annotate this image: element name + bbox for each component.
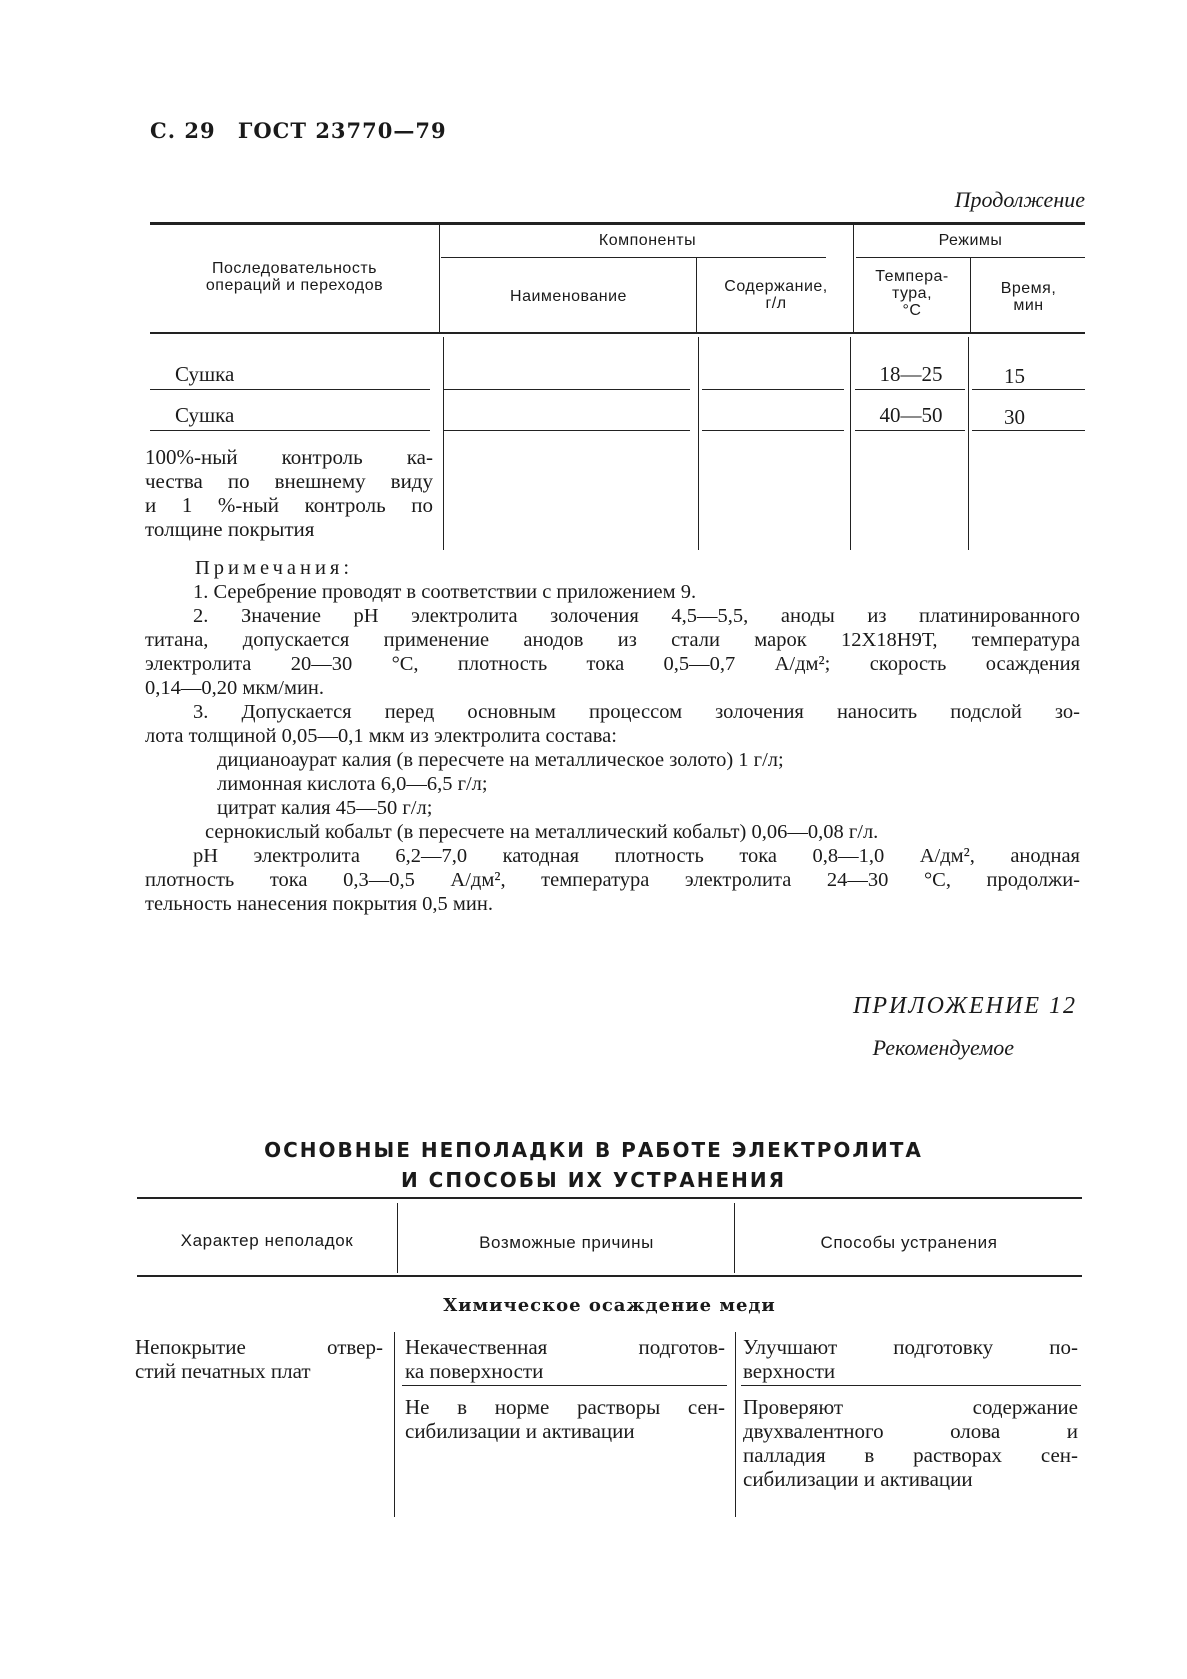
table-top-rule — [150, 222, 1085, 225]
row-rule — [444, 430, 690, 431]
notes — [145, 556, 1080, 916]
row-operation: Сушка — [175, 403, 235, 427]
header-remedies: Способы устранения — [820, 1233, 998, 1252]
row-time: 15 — [1004, 364, 1025, 388]
cause-cell — [405, 1395, 725, 1443]
note-3-tail — [145, 844, 1080, 916]
text-line: и 1 %-ный контроль по — [145, 493, 433, 517]
row-rule — [855, 430, 965, 431]
text-line: Непокрытие отвер- — [135, 1335, 383, 1359]
header-causes: Возможные причины — [479, 1233, 654, 1252]
row-rule — [150, 430, 430, 431]
composition-line: сернокислый кобальт (в пересчете на металлический кобальт) 0,06—0,08 г/л. — [205, 821, 879, 843]
appendix-subtitle: Рекомендуемое — [872, 1035, 1014, 1060]
operations-table — [145, 220, 1085, 550]
text-line: 0,14—0,20 мкм/мин. — [145, 677, 325, 699]
note-2 — [145, 604, 1080, 700]
header-divider — [970, 258, 971, 332]
text-line: палладия в растворах сен- — [743, 1443, 1078, 1467]
troubleshooting-table — [137, 1197, 1082, 1517]
table-top-rule — [137, 1197, 1082, 1199]
text-line: верхности — [743, 1359, 836, 1383]
header-components: Компоненты — [598, 232, 697, 249]
appendix-title: ПРИЛОЖЕНИЕ 12 — [853, 993, 1077, 1019]
text-line: толщине покрытия — [145, 517, 315, 541]
row-operation-control — [145, 445, 433, 541]
text-line: 100%-ный контроль ка- — [145, 445, 433, 469]
title-line: ОСНОВНЫЕ НЕПОЛАДКИ В РАБОТЕ ЭЛЕКТРОЛИТА — [264, 1138, 923, 1162]
header-temperature — [854, 268, 970, 319]
row-rule — [855, 389, 965, 390]
remedy-cell — [743, 1395, 1078, 1491]
row-rule — [741, 1385, 1081, 1386]
header-line: мин — [1013, 297, 1044, 314]
text-line: плотность тока 0,3—0,5 А/дм², температура электролита 24—30 °С, продолжи- — [145, 869, 1080, 891]
composition-line: дицианоаурат калия (в пересчете на металлическое золото) 1 г/л; — [217, 749, 784, 771]
text-line: электролита 20—30 °С, плотность тока 0,5—0,7 А/дм²; скорость осаждения — [145, 653, 1080, 675]
text-line: Не в норме растворы сен- — [405, 1395, 725, 1419]
components-rule — [441, 257, 826, 258]
header-content — [698, 278, 854, 312]
page-header — [150, 118, 461, 143]
row-rule — [972, 389, 1085, 390]
row-time: 30 — [1004, 405, 1025, 429]
header-divider — [397, 1203, 398, 1273]
header-modes: Режимы — [938, 232, 1003, 249]
title-line: И СПОСОБЫ ИХ УСТРАНЕНИЯ — [400, 1168, 786, 1192]
composition-line: цитрат калия 45—50 г/л; — [217, 797, 433, 819]
text-line: лота толщиной 0,05—0,1 мкм из электролита состава: — [145, 725, 617, 747]
text-line: титана, допускается применение анодов из стали марок 12Х18Н9Т, температура — [145, 629, 1080, 651]
row-rule — [150, 389, 430, 390]
text-line: сибилизации и активации — [743, 1467, 973, 1491]
row-rule — [402, 1385, 727, 1386]
text-line: чества по внешнему виду — [145, 469, 433, 493]
body-divider — [394, 1332, 395, 1517]
note-3 — [145, 700, 1080, 748]
electrolyte-composition — [145, 748, 1080, 844]
text-line: ка поверхности — [405, 1359, 544, 1383]
header-line: г/л — [765, 295, 787, 312]
section-title: Химическое осаждение меди — [443, 1295, 776, 1316]
header-bottom-rule — [150, 332, 1085, 334]
row-rule — [702, 389, 844, 390]
header-line: Время, — [1000, 280, 1057, 297]
text-line: 2. Значение pH электролита золочения 4,5—5,5, аноды из платинированного — [193, 605, 1080, 627]
header-line: Темпера- — [875, 268, 949, 285]
text-line: стий печатных плат — [135, 1359, 311, 1383]
problem-cell — [135, 1335, 383, 1383]
header-bottom-rule — [137, 1275, 1082, 1277]
continuation-label: Продолжение — [954, 187, 1085, 212]
body-divider — [968, 337, 969, 550]
header-divider — [439, 224, 440, 332]
main-title — [0, 1135, 1187, 1195]
header-name: Наименование — [510, 288, 627, 305]
text-line: pH электролита 6,2—7,0 катодная плотность тока 0,8—1,0 А/дм², анодная — [193, 845, 1080, 867]
text-line: тельность нанесения покрытия 0,5 мин. — [145, 893, 493, 915]
header-operations — [150, 260, 439, 294]
row-temperature: 40—50 — [879, 403, 943, 427]
header-line: Последовательность — [212, 260, 377, 277]
page-number: С. 29 — [150, 118, 216, 143]
text-line: Улучшают подготовку по- — [743, 1335, 1078, 1359]
row-rule — [972, 430, 1085, 431]
body-divider — [735, 1332, 736, 1517]
header-line: Содержание, — [724, 278, 828, 295]
header-divider — [734, 1203, 735, 1273]
header-time — [972, 280, 1085, 314]
row-rule — [702, 430, 844, 431]
row-operation: Сушка — [175, 362, 235, 386]
header-line: операций и переходов — [205, 277, 384, 294]
text-line: двухвалентного олова и — [743, 1419, 1078, 1443]
remedy-cell — [743, 1335, 1078, 1383]
composition-line: лимонная кислота 6,0—6,5 г/л; — [217, 773, 488, 795]
header-problem: Характер неполадок — [180, 1231, 354, 1250]
text-line: Некачественная подготов- — [405, 1335, 725, 1359]
body-divider — [443, 337, 444, 550]
note-1: 1. Серебрение проводят в соответствии с приложением 9. — [193, 581, 697, 603]
standard-number: ГОСТ 23770—79 — [237, 118, 447, 143]
text-line: Проверяют содержание — [743, 1395, 1078, 1419]
text-line: 3. Допускается перед основным процессом золочения наносить подслой зо- — [193, 701, 1080, 723]
cause-cell — [405, 1335, 725, 1383]
header-divider — [696, 258, 697, 332]
notes-title: Примечания: — [195, 557, 354, 579]
body-divider — [850, 337, 851, 550]
row-temperature: 18—25 — [879, 362, 943, 386]
body-divider — [698, 337, 699, 550]
header-line: °С — [902, 302, 922, 319]
header-line: тура, — [891, 285, 933, 302]
text-line: сибилизации и активации — [405, 1419, 635, 1443]
row-rule — [444, 389, 690, 390]
